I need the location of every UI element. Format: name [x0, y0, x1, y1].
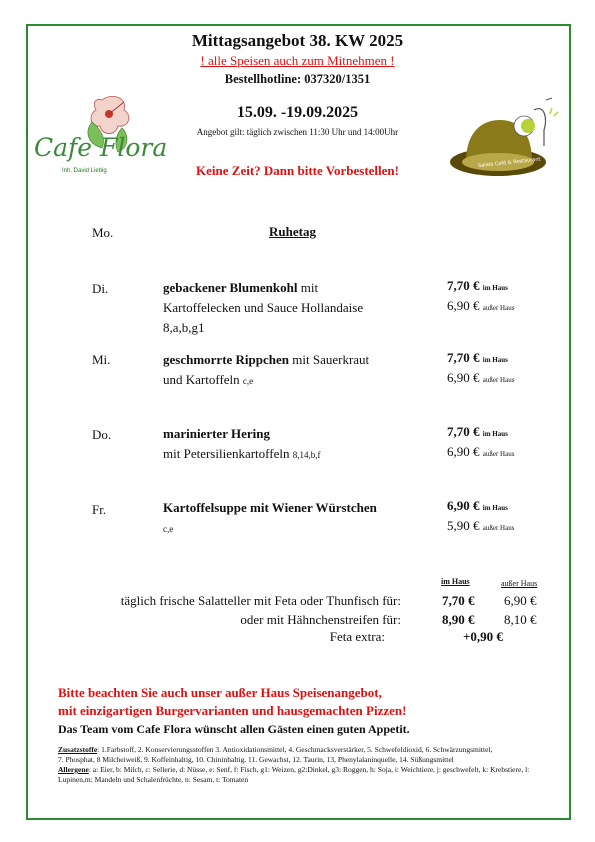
salad-line-2-out: 8,10 €	[504, 612, 537, 627]
price-out-tuesday	[447, 298, 514, 314]
dish-wednesday-line2: und Kartoffeln	[163, 372, 240, 387]
order-hotline: Bestellhotline: 037320/1351	[224, 72, 371, 86]
price-value: 7,70 €	[447, 278, 480, 293]
olive-icon	[514, 116, 535, 136]
price-value: 6,90 €	[447, 498, 480, 513]
decor-line	[546, 98, 552, 100]
price-in-wednesday	[447, 350, 508, 366]
dish-tuesday-name: gebackener Blumenkohl	[163, 280, 298, 295]
price-in-friday	[447, 498, 508, 514]
dish-wednesday-rest: mit Sauerkraut	[289, 352, 370, 367]
additives-list	[58, 745, 548, 785]
price-value: 6,90 €	[447, 298, 480, 313]
salida-logo	[448, 90, 566, 186]
takeaway-notice: ! alle Speisen auch zum Mitnehmen !	[200, 53, 395, 68]
salad-header-out: außer Haus	[501, 579, 538, 588]
notice-red-line-2: mit einzigartigen Burgervarianten und hausgemachten Pizzen!	[58, 703, 407, 718]
dish-wednesday-allergens: c,e	[242, 376, 254, 386]
rest-day-label: Ruhetag	[269, 224, 316, 239]
salida-hat-text: Salida Café & Restaurant	[477, 156, 541, 170]
dish-friday-name: Kartoffelsuppe mit Wiener Würstchen	[163, 500, 377, 515]
price-label: außer Haus	[482, 524, 515, 532]
price-value: 5,90 €	[447, 518, 480, 533]
salad-line-2-in: 8,90 €	[442, 612, 475, 627]
price-label: im Haus	[482, 284, 508, 292]
team-greeting: Das Team vom Cafe Flora wünscht allen Gästen einen guten Appetit.	[58, 722, 410, 736]
allergens-text: : a: Eier, b: Milch, c: Sellerie, d: Nüsse, e: Senf, f: Fisch, g1: Weizen, g2:Dinkel, g3: Roggen, h: Soja, i: Weichtiere, j: geschwefelt, k: Krebstiere, l: Lupinen,m: Mandeln und Schalenfrüchte, n: Sesam, t: Tomaten	[58, 765, 530, 784]
week-dates: 15.09. -19.09.2025	[236, 104, 359, 121]
salad-header-in: im Haus	[441, 577, 470, 586]
page-title: Mittagsangebot 38. KW 2025	[191, 31, 404, 50]
price-label: außer Haus	[482, 450, 515, 458]
price-out-thursday	[447, 444, 514, 460]
salad-line-1-in: 7,70 €	[442, 593, 475, 608]
price-label: im Haus	[482, 430, 508, 438]
dish-tuesday-rest: mit	[297, 280, 319, 295]
sparkle-icon	[550, 108, 558, 116]
salad-line-3-price: +0,90 €	[463, 629, 503, 644]
price-value: 7,70 €	[447, 424, 480, 439]
price-label: außer Haus	[482, 376, 515, 384]
price-out-friday	[447, 518, 514, 534]
day-thursday: Do.	[92, 427, 112, 442]
offer-hours: Angebot gilt: täglich zwischen 11:30 Uhr und 14:00Uhr	[196, 127, 399, 137]
price-value: 6,90 €	[447, 444, 480, 459]
dish-thursday-name: marinierter Hering	[163, 426, 270, 441]
price-label: im Haus	[482, 504, 508, 512]
dish-tuesday	[163, 278, 363, 338]
price-in-tuesday	[447, 278, 508, 294]
day-tuesday: Di.	[92, 281, 109, 296]
dish-friday	[163, 498, 377, 539]
salad-line-2: oder mit Hähnchenstreifen für:	[240, 612, 401, 627]
logo-owner: Inh. David Liebig	[62, 168, 107, 174]
fork-icon	[534, 109, 546, 146]
dish-tuesday-allergens: 8,a,b,g1	[163, 320, 205, 335]
allergens-label: Allergene	[58, 765, 89, 774]
price-value: 7,70 €	[447, 350, 480, 365]
dish-thursday-line2: mit Petersilienkartoffeln	[163, 446, 290, 461]
notice-red-line-1: Bitte beachten Sie auch unser außer Haus Speisenangebot,	[58, 685, 382, 700]
price-in-thursday	[447, 424, 508, 440]
dish-thursday-allergens: 8,14,b,f	[292, 450, 321, 460]
additives-text: : 1.Farbstoff, 2. Konservierungsstoffen 3. Antioxidationsmittel, 4. Geschmacksverstärker, 5. Schwefeldioxid, 6. Schwärzungsmittel,	[97, 745, 493, 754]
dish-friday-allergens: c,e	[163, 524, 174, 534]
additives-label: Zusatzstoffe	[58, 745, 98, 754]
salad-line-1: täglich frische Salatteller mit Feta oder Thunfisch für:	[120, 593, 401, 608]
day-wednesday: Mi.	[92, 352, 111, 367]
dish-wednesday-name: geschmorrte Rippchen	[163, 352, 290, 367]
price-label: außer Haus	[482, 304, 515, 312]
cafe-flora-logo	[32, 92, 168, 166]
dish-thursday	[163, 424, 320, 465]
price-label: im Haus	[482, 356, 508, 364]
day-friday: Fr.	[92, 502, 107, 517]
day-monday: Mo.	[92, 225, 114, 240]
price-out-wednesday	[447, 370, 514, 386]
cafe-flora-wordmark: Cafe Flora	[34, 133, 168, 162]
dish-tuesday-line2: Kartoffelecken und Sauce Hollandaise	[163, 300, 364, 315]
preorder-notice: Keine Zeit? Dann bitte Vorbestellen!	[196, 163, 399, 178]
dish-wednesday	[163, 350, 369, 391]
salad-line-1-out: 6,90 €	[504, 593, 537, 608]
price-value: 6,90 €	[447, 370, 480, 385]
salad-line-3: Feta extra:	[329, 629, 385, 644]
additives-text-2: 7. Phosphat, 8 Milcheiweiß, 9. Koffeinhaltig, 10. Chininhaltig, 11. Gewachst, 12. Taurin, 13, Phenylalaninquelle, 14. Süßungsmittel	[58, 755, 454, 764]
